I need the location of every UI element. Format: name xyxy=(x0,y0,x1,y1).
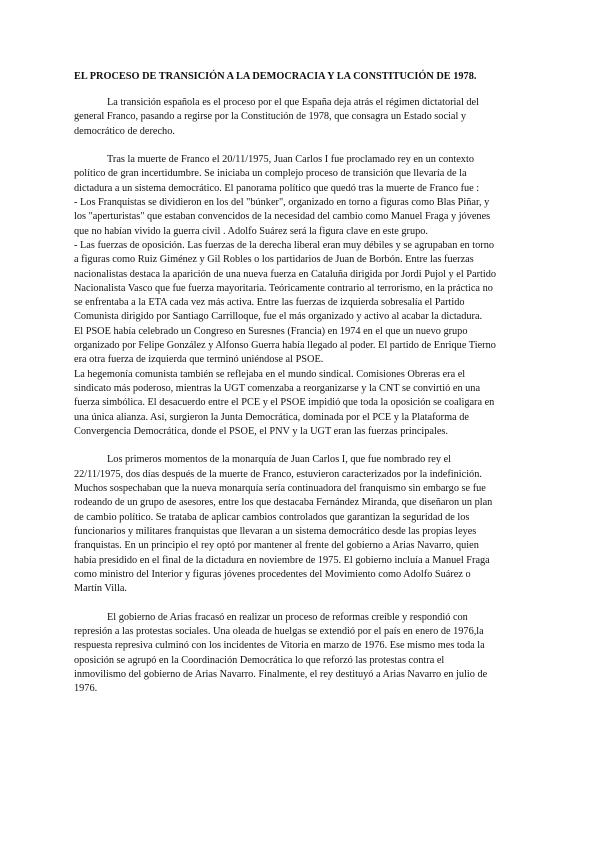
paragraph-line: como ministro del Interior y figuras jóvenes procedentes del Movimiento como Adolfo Suárez o xyxy=(74,568,471,580)
paragraph-line: oposición se agrupó en la Coordinación Democrática lo que reforzó las protestas contra el xyxy=(74,654,445,666)
paragraph-line: Los primeros momentos de la monarquía de Juan Carlos I, que fue nombrado rey el xyxy=(107,454,451,466)
paragraph-line: sindicato más poderoso, mientras la UGT comenzaba a reorganizarse y la CNT se convirtió en una xyxy=(74,382,481,394)
paragraph xyxy=(74,453,514,596)
paragraph-line: Convergencia Democrática, donde el PSOE, el PNV y la UGT eran las fuerzas principales. xyxy=(74,425,449,437)
paragraph xyxy=(74,611,514,697)
paragraph-line: respuesta represiva culminó con los incidentes de Vitoria en marzo de 1976. Ese mismo mes toda la xyxy=(74,640,485,652)
paragraph-line: general Franco, pasando a regirse por la Constitución de 1978, que consagra un Estado social y xyxy=(74,111,467,123)
paragraph-line: funcionarios y militares franquistas que llevaran a un sistema democrático desde las propias leyes xyxy=(74,525,477,537)
paragraph-line: Nacionalista Vasco que fue fuerza mayoritaria. Teóricamente contrario al terrorismo, en la práctica no xyxy=(74,282,493,294)
paragraph-line: inmovilismo del gobierno de Arias Navarro. Finalmente, el rey destituyó a Arias Navarro en julio de xyxy=(74,668,488,680)
paragraph-line: represión a las protestas sociales. Una oleada de huelgas se extendió por el país en enero de 1976,la xyxy=(74,625,484,637)
paragraph-line: había presidido en el final de la dictadura en noviembre de 1975. El gobierno incluía a Manuel Fraga xyxy=(74,554,490,566)
paragraph-line: El PSOE había celebrado un Congreso en Suresnes (Francia) en 1974 en el que un nuevo grupo xyxy=(74,325,468,337)
paragraph-line: organizado por Felipe González y Alfonso Guerra había llegado al poder. El partido de Enrique Tierno xyxy=(74,340,496,352)
document-title: EL PROCESO DE TRANSICIÓN A LA DEMOCRACIA Y LA CONSTITUCIÓN DE 1978. xyxy=(74,71,477,82)
paragraph-line: de cambio político. Se trataba de aplicar cambios controlados que garantizan la seguridad de los xyxy=(74,511,470,523)
paragraph-line: Tras la muerte de Franco el 20/11/1975, Juan Carlos I fue proclamado rey en un contexto xyxy=(107,154,474,166)
paragraph-line: franquistas. En un principio el rey optó por mantener al frente del gobierno a Arias Navarro, quien xyxy=(74,540,479,552)
document-body xyxy=(74,96,514,696)
paragraph-line: rodeando de un grupo de asesores, entre los que destacaba Fernández Miranda, que diseñaron un plan xyxy=(74,497,493,509)
paragraph-line: - Las fuerzas de oposición. Las fuerzas de la derecha liberal eran muy débiles y se agrupaban en torno xyxy=(74,239,494,251)
paragraph-line: se enfrentaba a la ETA cada vez más activa. Entre las fuerzas de izquierda sobresalía el Partido xyxy=(74,297,465,309)
paragraph-line: - Los Franquistas se dividieron en los del "búnker", organizado en torno a figuras como Blas Piñar, y xyxy=(74,197,490,209)
paragraph-line: democrático de derecho. xyxy=(74,125,175,137)
paragraph-line: era otra fuerza de izquierda que terminó uniéndose al PSOE. xyxy=(74,354,324,366)
paragraph xyxy=(74,153,514,439)
paragraph-line: a figuras como Ruiz Giménez y Gil Robles o los partidarios de Juan de Borbón. Entre las fuerzas xyxy=(74,254,474,266)
paragraph-line: Martín Villa. xyxy=(74,583,127,595)
paragraph-line: La hegemonía comunista también se reflejaba en el mundo sindical. Comisiones Obreras era el xyxy=(74,368,466,380)
paragraph-line: Muchos sospechaban que la nueva monarquía sería continuadora del franquismo sin embargo se fue xyxy=(74,483,486,495)
paragraph-line: Comunista dirigido por Santiago Carrilloque, fue el más organizado y activo al acabar la dictadura. xyxy=(74,311,483,323)
paragraph-line: que no habían vivido la guerra civil . Adolfo Suárez será la figura clave en este grupo. xyxy=(74,225,428,237)
paragraph-line: 22/11/1975, dos días después de la muerte de Franco, estuvieron caracterizados por la indefinición. xyxy=(74,468,482,480)
paragraph-line: dictadura a un sistema democrático. El panorama político que quedó tras la muerte de Franco fue : xyxy=(74,182,480,194)
paragraph-line: La transición española es el proceso por el que España deja atrás el régimen dictatorial del xyxy=(107,97,479,108)
paragraph-line: nacionalistas destaca la aparición de una nueva fuerza en Cataluña dirigida por Jordi Pujol y el Partido xyxy=(74,268,497,280)
paragraph-line: El gobierno de Arias fracasó en realizar un proceso de reformas creíble y respondió con xyxy=(107,611,468,623)
paragraph-line: 1976. xyxy=(74,683,98,695)
paragraph-line: fuerza simbólica. El desacuerdo entre el PCE y el PSOE impidió que toda la oposición se coaligara en xyxy=(74,397,495,409)
paragraph-line: una única alianza. Así, surgieron la Junta Democrática, dominada por el PCE y la Plataforma de xyxy=(74,411,469,423)
paragraph-line: político de gran incertidumbre. Se iniciaba un complejo proceso de transición que llevaría de la xyxy=(74,168,467,180)
paragraph xyxy=(74,96,514,139)
paragraph-line: los "aperturistas" que estaban convencidos de la necesidad del cambio como Manuel Fraga y jóvenes xyxy=(74,211,491,223)
